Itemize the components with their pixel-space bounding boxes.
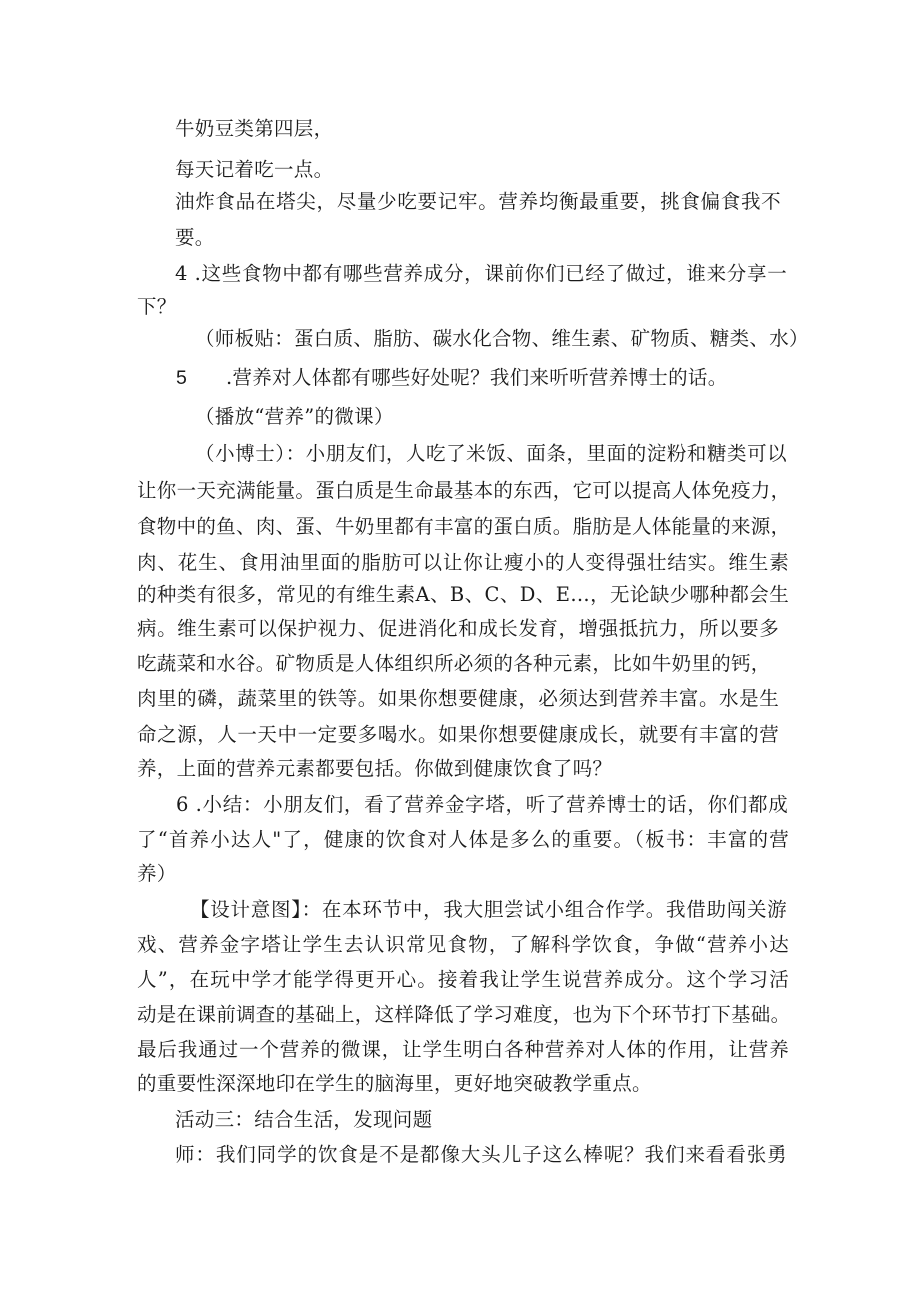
section-heading: 活动三：结合生活，发现问题 (175, 1108, 433, 1131)
text-line: 的种类有很多，常见的有维生素A、B、C、D、E…，无论缺少哪种都会生 (137, 583, 789, 606)
text-line: 戏、营养金字塔让学生去认识常见食物，了解科学饮食，争做“营养小达 (137, 933, 789, 956)
text-line: （师板贴：蛋白质、脂肪、碳水化合物、维生素、矿物质、糖类、水） (195, 327, 809, 350)
text-line: 让你一天充满能量。蛋白质是生命最基本的东西，它可以提高人体免疫力， (137, 479, 791, 502)
text-line: 每天记着吃一点。 (175, 158, 334, 181)
text-line: 人”，在玩中学才能学得更开心。接着我让学生说营养成分。这个学习活 (137, 968, 789, 991)
text-line: 下？ (137, 295, 177, 318)
text-line: 动是在课前调查的基础上，这样降低了学习难度，也为下个环节打下基础。 (137, 1003, 791, 1026)
text-line: （小博士）：小朋友们，人吃了米饭、面条，里面的淀粉和糖类可以 (195, 442, 787, 465)
text-line: （播放“营养”的微课） (195, 405, 394, 428)
text-line: 油炸食品在塔尖，尽量少吃要记牢。营养均衡最重要，挑食偏食我不 (175, 190, 781, 213)
text-line: 病。维生素可以保护视力、促进消化和成长发育，增强抵抗力，所以要多 (137, 617, 779, 640)
text-line: 要。 (175, 226, 215, 249)
text-line: 吃蔬菜和水谷。矿物质是人体组织所必须的各种元素，比如牛奶里的钙， (137, 652, 771, 675)
text-line: 4 .这些食物中都有哪些营养成分，课前你们已经了做过，谁来分享一 (175, 262, 787, 285)
text-line: 肉、花生、食用油里面的脂肪可以让你让瘦小的人变得强壮结实。维生素 (137, 551, 789, 574)
text-line: 牛奶豆类第四层， (175, 117, 334, 140)
text-line: 最后我通过一个营养的微课，让学生明白各种营养对人体的作用，让营养 (137, 1038, 789, 1061)
text-line: 了“首养小达人"了，健康的饮食对人体是多么的重要。（板书：丰富的营 (137, 828, 789, 851)
text-line: 的重要性深深地印在学生的脑海里，更好地突破教学重点。 (137, 1072, 652, 1095)
list-number: 5 (176, 367, 188, 389)
text-line: .营养对人体都有哪些好处呢？我们来听听营养博士的话。 (226, 366, 728, 389)
text-line: 肉里的磷，蔬菜里的铁等。如果你想要健康，必须达到营养丰富。水是生 (137, 687, 779, 710)
text-line: 【设计意图】：在本环节中，我大胆尝试小组合作学。我借助闯关游 (190, 898, 787, 921)
text-line: 命之源，人一天中一定要多喝水。如果你想要健康成长，就要有丰富的营 (137, 723, 779, 746)
text-line: 师：我们同学的饮食是不是都像大头儿子这么棒呢？我们来看看张勇 (175, 1143, 787, 1166)
text-line: 养） (137, 862, 177, 885)
text-line: 6 .小结：小朋友们，看了营养金字塔，听了营养博士的话，你们都成 (176, 793, 788, 816)
text-line: 食物中的鱼、肉、蛋、牛奶里都有丰富的蛋白质。脂肪是人体能量的来源， (137, 515, 791, 538)
text-line: 养，上面的营养元素都要包括。你做到健康饮食了吗？ (137, 757, 613, 780)
